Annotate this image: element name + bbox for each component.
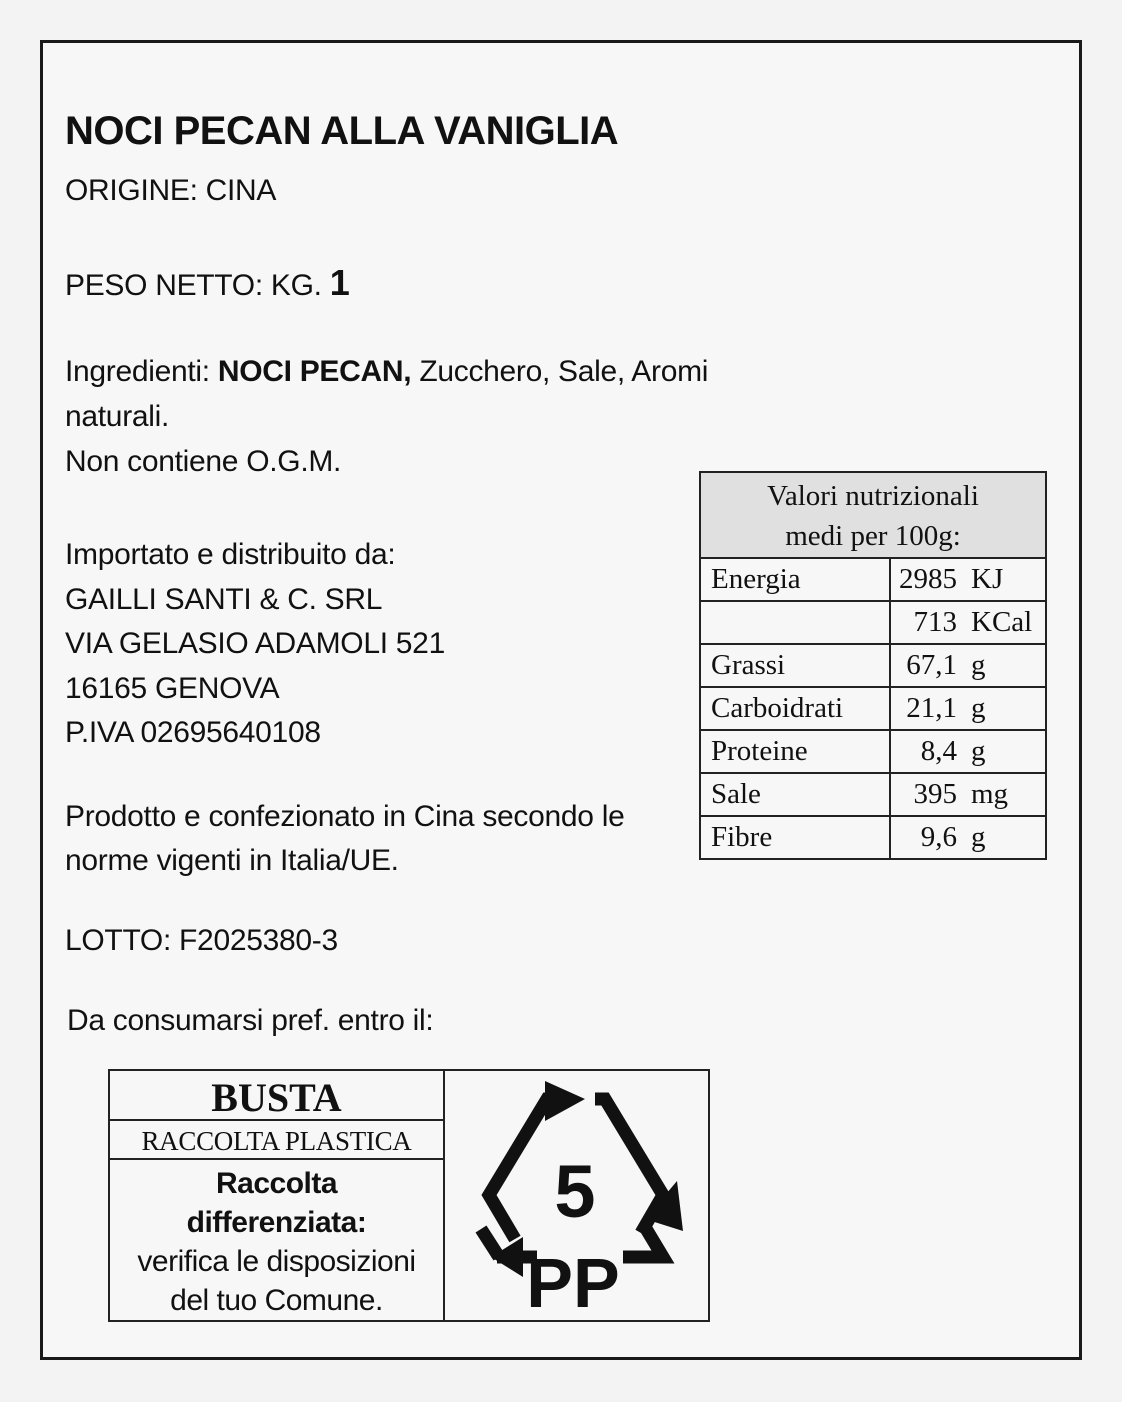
net-weight [65, 261, 349, 308]
nutrition-row [700, 816, 1046, 859]
ingredients-block [65, 349, 708, 484]
nutrient-value: 2985 [899, 563, 957, 595]
nutrition-header-line-2: medi per 100g: [785, 520, 961, 552]
material-code: PP [526, 1244, 620, 1319]
nutrition-row [700, 687, 1046, 730]
nutrient-unit: KCal [971, 606, 1033, 638]
importer-city: 16165 GENOVA [65, 671, 280, 705]
nutrient-name: Carboidrati [700, 687, 890, 730]
sorting-note [110, 1160, 443, 1320]
nutrition-row [700, 773, 1046, 816]
nutrient-unit: g [971, 735, 986, 767]
importer-street: VIA GELASIO ADAMOLI 521 [65, 627, 445, 660]
nutrient-name: Grassi [700, 644, 890, 687]
production-line-1: Prodotto e confezionato in Cina secondo le [65, 800, 625, 833]
nutrient-amount [890, 687, 1046, 730]
nutrient-unit: g [971, 821, 986, 853]
nutrient-amount [890, 601, 1046, 644]
nutrient-value: 713 [913, 606, 957, 638]
nutrient-unit: g [971, 692, 986, 724]
nutrition-row [700, 601, 1046, 644]
disposal-box [108, 1069, 710, 1322]
ingredients-line-1 [65, 349, 708, 394]
recycle-arrow-bottom [623, 1227, 663, 1257]
importer-block [65, 533, 445, 756]
ingredients-line-2: naturali. [65, 400, 170, 433]
nutrient-value: 67,1 [906, 649, 957, 681]
gmo-note: Non contiene O.G.M. [65, 445, 342, 478]
nutrient-value: 21,1 [906, 692, 957, 724]
nutrition-header [700, 472, 1046, 558]
nutrient-value: 395 [913, 778, 957, 810]
nutrient-amount [890, 730, 1046, 773]
product-label [40, 40, 1082, 1360]
sorting-note-2: del tuo Comune. [170, 1284, 383, 1317]
sorting-title-2: differenziata: [186, 1206, 367, 1239]
recycle-pp-icon [445, 1071, 707, 1319]
nutrient-name: Sale [700, 773, 890, 816]
nutrient-value: 9,6 [920, 821, 957, 853]
nutrition-row [700, 558, 1046, 601]
recycle-arrow-left [489, 1099, 559, 1239]
nutrient-name: Energia [700, 558, 890, 601]
nutrient-amount [890, 773, 1046, 816]
sorting-note-1: verifica le disposizioni [137, 1245, 416, 1278]
production-line-2: norme vigenti in Italia/UE. [65, 844, 399, 877]
nutrition-header-line-1: Valori nutrizionali [767, 480, 979, 512]
net-weight-value: 1 [329, 262, 350, 303]
disposal-info [110, 1071, 445, 1320]
recycle-arrowhead-1 [545, 1081, 585, 1121]
nutrient-unit: mg [971, 778, 1009, 810]
ingredients-label: Ingredienti: [65, 355, 210, 388]
package-type: BUSTA [110, 1071, 443, 1121]
ingredients-rest: Zucchero, Sale, Aromi [419, 355, 709, 388]
lot-number: LOTTO: F2025380-3 [65, 924, 338, 957]
nutrient-name: Proteine [700, 730, 890, 773]
importer-vat: P.IVA 02695640108 [65, 716, 321, 749]
importer-heading: Importato e distribuito da: [65, 538, 396, 571]
nutrient-amount [890, 816, 1046, 859]
nutrient-value: 8,4 [920, 735, 957, 767]
ingredients-main: NOCI PECAN, [217, 355, 412, 388]
product-title: NOCI PECAN ALLA VANIGLIA [65, 109, 619, 153]
nutrient-amount [890, 644, 1046, 687]
nutrient-amount [890, 558, 1046, 601]
best-before: Da consumarsi pref. entro il: [67, 1004, 434, 1037]
nutrient-unit: KJ [971, 563, 1004, 595]
origin-text: ORIGINE: CINA [65, 174, 277, 207]
sorting-title-1: Raccolta [215, 1167, 338, 1200]
nutrient-name [700, 601, 890, 644]
nutrition-table [699, 471, 1047, 860]
nutrient-unit: g [971, 649, 986, 681]
production-note [65, 795, 624, 883]
nutrition-row [700, 644, 1046, 687]
collection-type: RACCOLTA PLASTICA [110, 1121, 443, 1160]
net-weight-label: PESO NETTO: KG. [65, 269, 322, 302]
nutrition-row [700, 730, 1046, 773]
importer-company: GAILLI SANTI & C. SRL [65, 582, 383, 616]
recycle-code: 5 [554, 1150, 596, 1233]
nutrient-name: Fibre [700, 816, 890, 859]
